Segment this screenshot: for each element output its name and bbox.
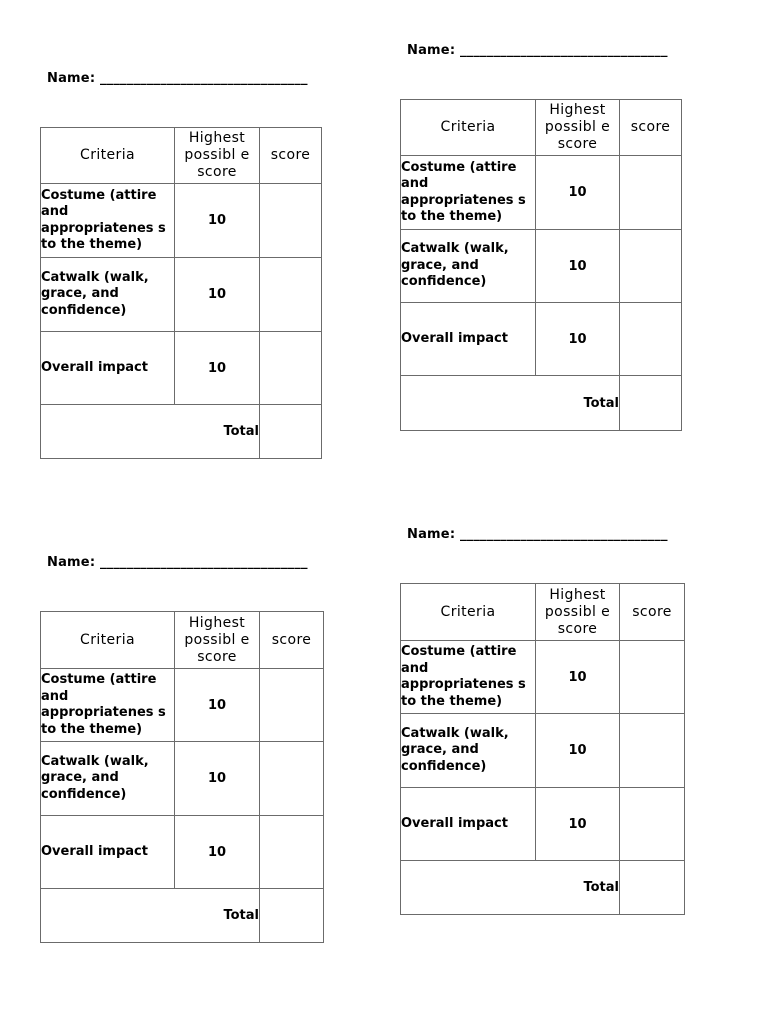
score-input-cell[interactable] xyxy=(620,714,685,788)
score-input-cell[interactable] xyxy=(260,669,324,742)
table-row xyxy=(41,742,324,816)
criteria-cell: Overall impact xyxy=(401,788,536,861)
highest-score-header: Highest possibl e score xyxy=(536,584,620,641)
highest-score-cell: 10 xyxy=(536,714,620,788)
total-label: Total xyxy=(401,861,620,915)
total-input-cell[interactable] xyxy=(620,861,685,915)
score-input-cell[interactable] xyxy=(620,788,685,861)
criteria-header: Criteria xyxy=(401,584,536,641)
name-field-label[interactable]: Name: _______________________________ xyxy=(407,43,668,58)
table-header-row xyxy=(401,584,685,641)
total-input-cell[interactable] xyxy=(260,889,324,943)
score-input-cell[interactable] xyxy=(620,156,682,230)
highest-score-header: Highest possibl e score xyxy=(175,128,260,184)
total-row xyxy=(41,889,324,943)
highest-score-cell: 10 xyxy=(536,156,620,230)
score-input-cell[interactable] xyxy=(260,816,324,889)
score-header: score xyxy=(620,100,682,156)
criteria-cell: Costume (attire and appropriatenes s to the theme) xyxy=(401,156,536,230)
score-input-cell[interactable] xyxy=(260,258,322,332)
score-input-cell[interactable] xyxy=(620,303,682,376)
highest-score-cell: 10 xyxy=(175,258,260,332)
criteria-cell: Costume (attire and appropriatenes s to the theme) xyxy=(41,184,175,258)
criteria-header: Criteria xyxy=(41,612,175,669)
table-row xyxy=(401,230,682,303)
total-row xyxy=(401,376,682,431)
score-header: score xyxy=(260,128,322,184)
table-header-row xyxy=(401,100,682,156)
criteria-cell: Catwalk (walk, grace, and confidence) xyxy=(401,230,536,303)
table-header-row xyxy=(41,612,324,669)
name-field-label[interactable]: Name: _______________________________ xyxy=(47,71,308,86)
criteria-cell: Costume (attire and appropriatenes s to the theme) xyxy=(401,641,536,714)
rubric-table xyxy=(40,611,324,943)
total-input-cell[interactable] xyxy=(620,376,682,431)
score-header: score xyxy=(620,584,685,641)
score-input-cell[interactable] xyxy=(260,332,322,405)
highest-score-cell: 10 xyxy=(536,230,620,303)
table-row xyxy=(41,816,324,889)
total-row xyxy=(41,405,322,459)
highest-score-cell: 10 xyxy=(175,816,260,889)
table-row xyxy=(41,258,322,332)
criteria-header: Criteria xyxy=(41,128,175,184)
criteria-cell: Catwalk (walk, grace, and confidence) xyxy=(41,258,175,332)
name-field-label[interactable]: Name: _______________________________ xyxy=(407,527,668,542)
table-row xyxy=(41,332,322,405)
highest-score-cell: 10 xyxy=(175,742,260,816)
table-row xyxy=(41,184,322,258)
total-input-cell[interactable] xyxy=(260,405,322,459)
total-label: Total xyxy=(41,889,260,943)
table-header-row xyxy=(41,128,322,184)
highest-score-cell: 10 xyxy=(175,332,260,405)
table-row xyxy=(401,156,682,230)
highest-score-cell: 10 xyxy=(536,303,620,376)
total-label: Total xyxy=(41,405,260,459)
score-input-cell[interactable] xyxy=(620,641,685,714)
criteria-cell: Catwalk (walk, grace, and confidence) xyxy=(401,714,536,788)
highest-score-cell: 10 xyxy=(536,641,620,714)
table-row xyxy=(401,641,685,714)
highest-score-cell: 10 xyxy=(536,788,620,861)
score-input-cell[interactable] xyxy=(260,184,322,258)
table-row xyxy=(41,669,324,742)
score-input-cell[interactable] xyxy=(260,742,324,816)
criteria-cell: Catwalk (walk, grace, and confidence) xyxy=(41,742,175,816)
table-row xyxy=(401,788,685,861)
criteria-cell: Overall impact xyxy=(41,332,175,405)
highest-score-header: Highest possibl e score xyxy=(536,100,620,156)
total-label: Total xyxy=(401,376,620,431)
rubric-table xyxy=(400,99,682,431)
table-row xyxy=(401,303,682,376)
rubric-table xyxy=(40,127,322,459)
table-row xyxy=(401,714,685,788)
score-header: score xyxy=(260,612,324,669)
rubric-table xyxy=(400,583,685,915)
criteria-cell: Overall impact xyxy=(401,303,536,376)
highest-score-cell: 10 xyxy=(175,669,260,742)
criteria-cell: Costume (attire and appropriatenes s to the theme) xyxy=(41,669,175,742)
criteria-cell: Overall impact xyxy=(41,816,175,889)
highest-score-cell: 10 xyxy=(175,184,260,258)
highest-score-header: Highest possibl e score xyxy=(175,612,260,669)
total-row xyxy=(401,861,685,915)
score-input-cell[interactable] xyxy=(620,230,682,303)
criteria-header: Criteria xyxy=(401,100,536,156)
name-field-label[interactable]: Name: _______________________________ xyxy=(47,555,308,570)
